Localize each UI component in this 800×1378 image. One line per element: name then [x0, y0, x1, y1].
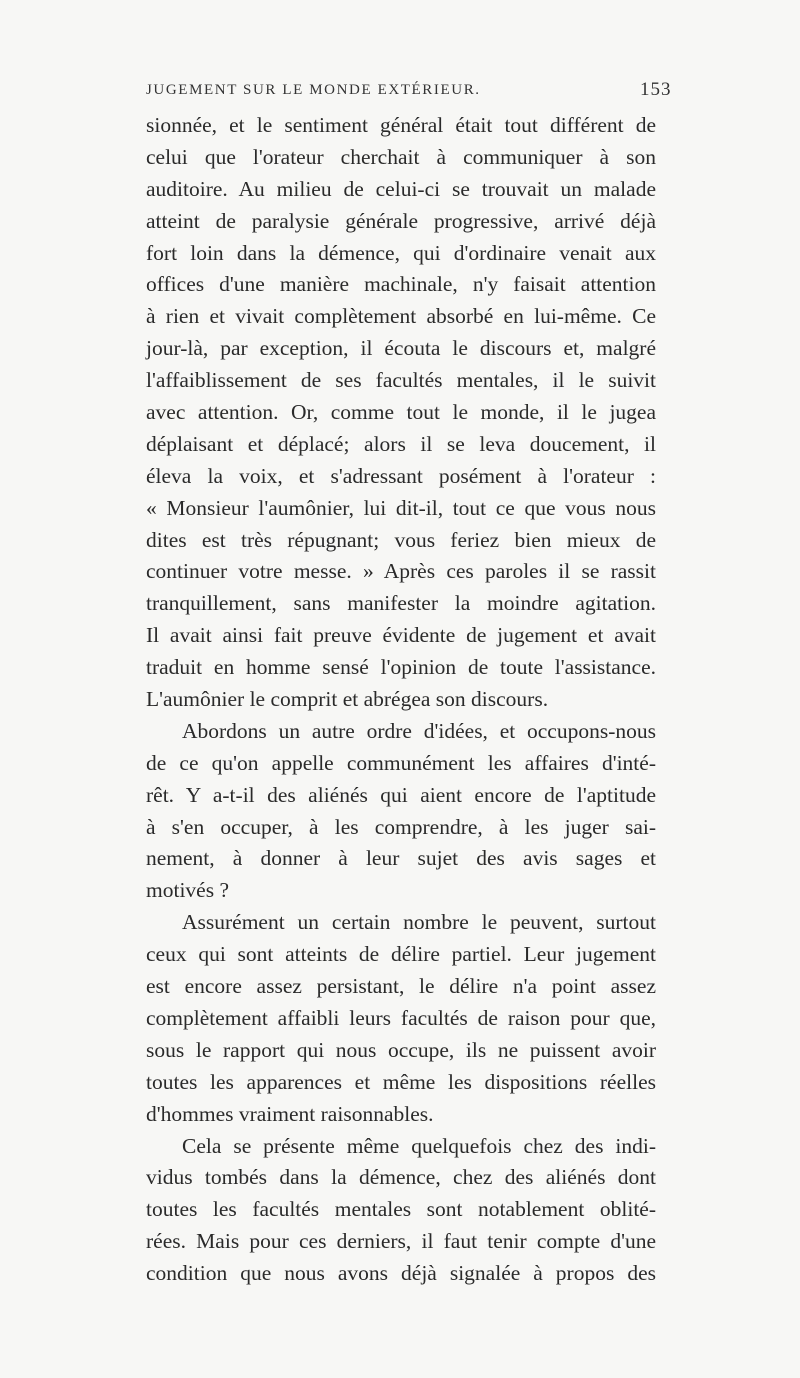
text-line: auditoire. Au milieu de celui-ci se trouvait un malade: [146, 176, 656, 201]
text-line: L'aumônier le comprit et abrégea son discours.: [146, 687, 549, 712]
text-line: est encore assez persistant, le délire n'a point assez: [146, 974, 656, 999]
text-line: ceux qui sont atteints de délire partiel. Leur jugement: [146, 942, 656, 967]
text-line: « Monsieur l'aumônier, lui dit-il, tout ce que vous nous: [146, 495, 656, 520]
text-line: à rien et vivait complètement absorbé en lui-même. Ce: [146, 304, 656, 329]
text-line: Abordons un autre ordre d'idées, et occupons-nous: [182, 718, 656, 743]
text-line: fort loin dans la démence, qui d'ordinaire venait aux: [146, 240, 656, 265]
text-line: à s'en occuper, à les comprendre, à les juger sai-: [146, 814, 656, 839]
text-line: Il avait ainsi fait preuve évidente de jugement et avait: [146, 623, 656, 648]
text-line: Cela se présente même quelquefois chez des indi-: [182, 1133, 656, 1158]
text-line: continuer votre messe. » Après ces paroles il se rassit: [146, 559, 656, 584]
text-line: déplaisant et déplacé; alors il se leva doucement, il: [146, 431, 656, 456]
text-line: toutes les apparences et même les dispositions réelles: [146, 1069, 656, 1094]
running-title: JUGEMENT SUR LE MONDE EXTÉRIEUR.: [146, 82, 481, 98]
text-line: de ce qu'on appelle communément les affaires d'inté-: [146, 750, 656, 775]
text-line: nement, à donner à leur sujet des avis sages et: [146, 846, 656, 871]
text-line: tranquillement, sans manifester la moindre agitation.: [146, 591, 656, 616]
text-line: toutes les facultés mentales sont notablement oblité-: [146, 1197, 656, 1222]
text-line: éleva la voix, et s'adressant posément à l'orateur :: [146, 463, 656, 488]
text-line: sous le rapport qui nous occupe, ils ne puissent avoir: [146, 1037, 656, 1062]
page-number: 153: [640, 79, 672, 100]
text-line: l'affaiblissement de ses facultés mentales, il le suivit: [146, 368, 656, 393]
text-line: traduit en homme sensé l'opinion de toute l'assistance.: [146, 655, 656, 680]
text-line: Assurément un certain nombre le peuvent, surtout: [182, 910, 656, 935]
body-text: [146, 110, 656, 1290]
text-line: sionnée, et le sentiment général était tout différent de: [146, 113, 656, 137]
text-line: avec attention. Or, comme tout le monde, il le jugea: [146, 400, 656, 425]
text-line: rêt. Y a-t-il des aliénés qui aient encore de l'aptitude: [146, 782, 656, 807]
text-line: offices d'une manière machinale, n'y faisait attention: [146, 272, 656, 297]
text-line: vidus tombés dans la démence, chez des aliénés dont: [146, 1165, 656, 1190]
text-line: motivés ?: [146, 878, 229, 903]
text-line: jour-là, par exception, il écouta le discours et, malgré: [146, 336, 656, 361]
text-line: atteint de paralysie générale progressive, arrivé déjà: [146, 208, 656, 233]
text-line: d'hommes vraiment raisonnables.: [146, 1101, 434, 1126]
text-line: celui que l'orateur cherchait à communiquer à son: [146, 144, 656, 169]
text-line: complètement affaibli leurs facultés de raison pour que,: [146, 1005, 656, 1030]
text-line: dites est très répugnant; vous feriez bien mieux de: [146, 527, 656, 552]
text-line: condition que nous avons déjà signalée à propos des: [146, 1261, 656, 1286]
text-line: rées. Mais pour ces derniers, il faut tenir compte d'une: [146, 1229, 656, 1254]
